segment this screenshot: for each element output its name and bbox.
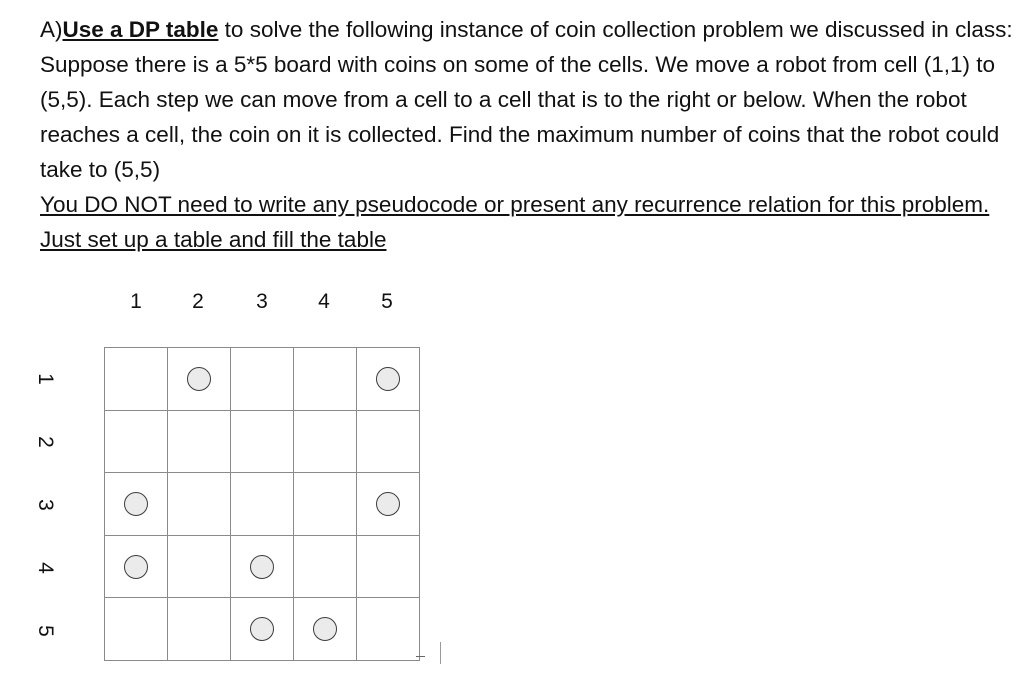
board-row	[105, 410, 420, 473]
board-cell	[294, 473, 357, 536]
board-cell	[105, 473, 168, 536]
board-cell	[105, 410, 168, 473]
row-label: 3	[34, 499, 57, 511]
problem-paragraph	[40, 12, 1020, 187]
coin-icon	[250, 617, 274, 641]
column-label: 5	[381, 290, 393, 313]
problem-prefix: A)	[40, 17, 63, 42]
board-cell	[105, 348, 168, 411]
board-cell	[231, 473, 294, 536]
column-label: 4	[318, 290, 330, 313]
column-label: 2	[192, 290, 204, 313]
board-cell	[168, 348, 231, 411]
board-cell	[357, 410, 420, 473]
coin-icon	[187, 367, 211, 391]
coin-icon	[376, 492, 400, 516]
board-cell	[168, 410, 231, 473]
board-cell	[357, 348, 420, 411]
board-cell	[357, 473, 420, 536]
board-row	[105, 598, 420, 661]
problem-statement	[40, 12, 1020, 257]
row-label: 2	[34, 436, 57, 448]
coin-icon	[124, 555, 148, 579]
column-label: 1	[130, 290, 142, 313]
board-cell	[168, 473, 231, 536]
problem-bold-phrase: Use a DP table	[62, 17, 219, 42]
coin-icon	[313, 617, 337, 641]
problem-note: You DO NOT need to write any pseudocode or present any recurrence relation for this problem. Just set up a table and fill the table	[40, 192, 990, 252]
row-label: 5	[34, 625, 57, 637]
board-cell	[294, 348, 357, 411]
board-cell	[294, 535, 357, 598]
board-cell	[231, 410, 294, 473]
board-cell	[357, 535, 420, 598]
board-cell	[105, 598, 168, 661]
board-cell	[168, 535, 231, 598]
row-label: 1	[34, 373, 57, 385]
row-label: 4	[34, 562, 57, 574]
board-cell	[105, 535, 168, 598]
board-row	[105, 535, 420, 598]
board-cell	[294, 598, 357, 661]
board-cell	[231, 535, 294, 598]
problem-body: to solve the following instance of coin collection problem we discussed in class: Suppose there is a 5*5 board with coins on some of the cells. We move a robot from cell (1,1) to (5,5). Each step we can move from a cell to a cell that is to the right or below. When the robot reaches a cell, the coin on it is collected. Find the maximum number of coins that the robot could take to (5,5)	[40, 17, 1013, 182]
text-cursor	[440, 642, 441, 664]
board-row	[105, 348, 420, 411]
board-row	[105, 473, 420, 536]
board-cell	[294, 410, 357, 473]
board-cell	[231, 598, 294, 661]
board-cell	[231, 348, 294, 411]
coin-icon	[124, 492, 148, 516]
board-cell	[357, 598, 420, 661]
coin-icon	[250, 555, 274, 579]
coin-board	[104, 347, 420, 661]
column-label: 3	[256, 290, 268, 313]
stray-mark	[416, 656, 425, 661]
board-cell	[168, 598, 231, 661]
coin-icon	[376, 367, 400, 391]
